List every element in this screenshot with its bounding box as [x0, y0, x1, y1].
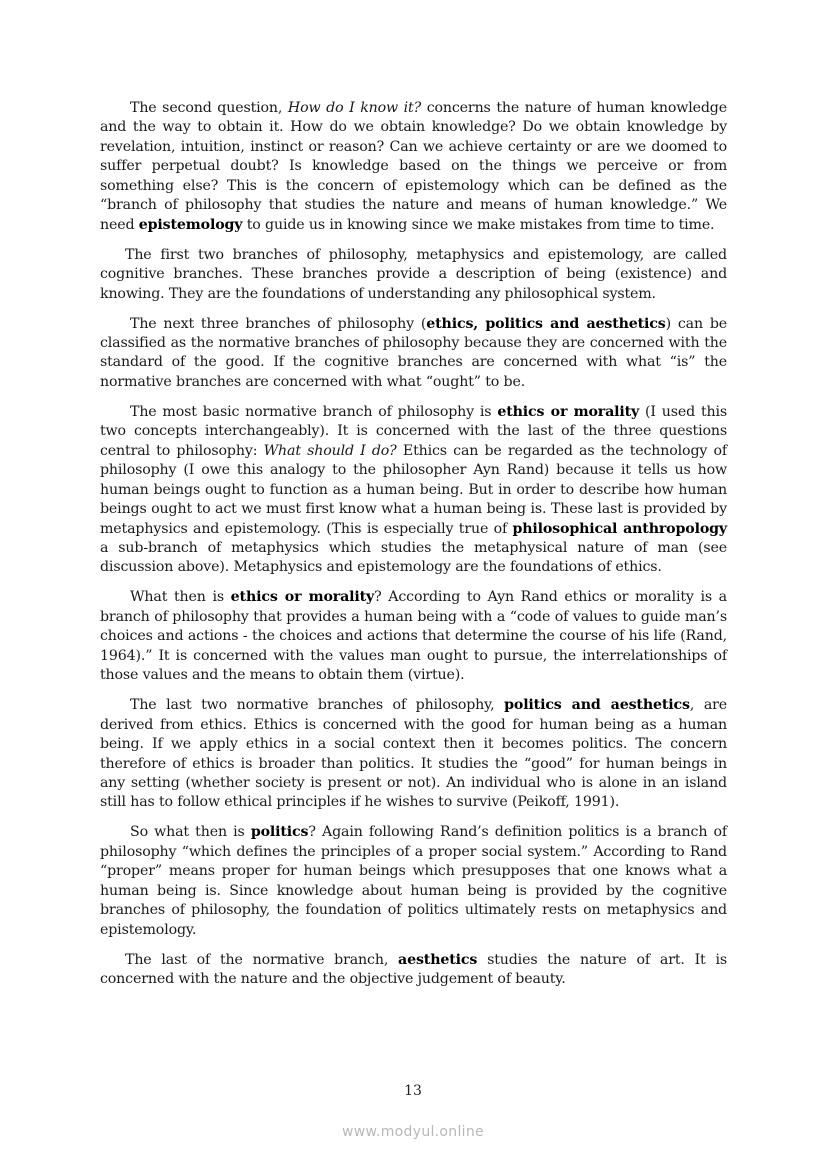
text-segment: to guide us in knowing since we make mistakes from time to time. [242, 216, 715, 233]
text-segment: Ethics can be regarded as the technology of philosophy (I owe this analogy to the philosopher Ayn Rand) because it tells us how human beings ought to function as a human being. But in order to describe how human beings ought to act we must first know what a human being is. These last is provided by metaphysics and epistemology. (This is especially true of [100, 442, 727, 537]
text-segment: , are derived from ethics. Ethics is concerned with the good for human being as a human being. If we apply ethics in a social context then it becomes politics. The concern therefore of ethics is broader than politics. It studies the “good” for human beings in any setting (whether society is present or not). An individual who is alone in an island still has to follow ethical principles if he wishes to survive (Peikoff, 1991). [100, 697, 728, 811]
text-segment: ? According to Ayn Rand ethics or morality is a branch of philosophy that provides a human being with a “code of values to guide man’s choices and actions - the choices and actions that determine the course of his life (Rand, 1964).” It is concerned with the values man ought to pursue, the interrelationships of those values and the means to obtain them (virtue). [100, 589, 727, 684]
text-segment: studies the nature of art. It is concerned with the nature and the objective judgement of beauty. [100, 951, 727, 988]
paragraph-cognitive-branches [100, 246, 727, 304]
bold-term: ethics or morality [497, 403, 640, 420]
bold-term: philosophical anthropology [512, 520, 727, 537]
paragraph-politics [100, 823, 727, 940]
bold-term: epistemology [138, 216, 243, 233]
text-segment: The last two normative branches of philosophy, [130, 697, 505, 714]
bold-term: aesthetics [398, 951, 478, 968]
text-segment: What then is [130, 589, 231, 606]
paragraph-ethics-definition [100, 588, 727, 685]
page-number: 13 [404, 1083, 422, 1099]
italic-question: What should I do? [263, 442, 397, 459]
text-segment: The most basic normative branch of philosophy is [130, 403, 498, 420]
paragraph-epistemology [100, 99, 727, 235]
text-segment: The second question, [130, 100, 288, 116]
bold-term: ethics or morality [230, 589, 375, 606]
paragraph-politics-aesthetics [100, 696, 727, 813]
text-segment: The first two branches of philosophy, metaphysics and epistemology, are called cognitive branches. These branches provide a description of being (existence) and knowing. They are the foundations of understanding any philosophical system. [100, 246, 727, 302]
text-segment: a sub-branch of metaphysics which studies the metaphysical nature of man (see discussion above). Metaphysics and epistemology are the foundations of ethics. [100, 540, 727, 576]
text-segment: ) can be classified as the normative branches of philosophy because they are concerned with the standard of the good. If the cognitive branches are concerned with what “is” the normative branches are concerned with what “ought” to be. [100, 315, 727, 390]
paragraph-aesthetics [100, 951, 727, 990]
bold-term: politics and aesthetics [504, 697, 690, 714]
bold-term: ethics, politics and aesthetics [426, 315, 666, 332]
watermark: www.modyul.online [342, 1124, 484, 1140]
document-body [100, 99, 727, 1000]
text-segment: So what then is [130, 824, 251, 841]
paragraph-ethics [100, 403, 727, 578]
text-segment: The last of the normative branch, [125, 951, 399, 968]
text-segment: The next three branches of philosophy ( [130, 315, 427, 332]
text-segment: concerns the nature of human knowledge and the way to obtain it. How do we obtain knowledge? Do we obtain knowledge by revelation, intuition, instinct or reason? Can we achieve certainty or are we doomed to suffer perpetual doubt? Is knowledge based on the things we perceive or from something else? This is the concern of epistemology which can be defined as the “branch of philosophy that studies the nature and means of human knowledge.” We need [100, 100, 727, 233]
bold-term: politics [250, 824, 309, 841]
paragraph-normative-branches [100, 315, 727, 393]
italic-question: How do I know it? [287, 100, 422, 116]
text-segment: ? Again following Rand’s definition politics is a branch of philosophy “which defines the principles of a proper social system.” According to Rand “proper” means proper for human beings which presupposes that one knows what a human being is. Since knowledge about human being is provided by the cognitive branches of philosophy, the foundation of politics ultimately rests on metaphysics and epistemology. [100, 824, 727, 938]
text-segment: (I used this two concepts interchangeably). It is concerned with the last of the three questions central to philosophy: [100, 403, 728, 459]
